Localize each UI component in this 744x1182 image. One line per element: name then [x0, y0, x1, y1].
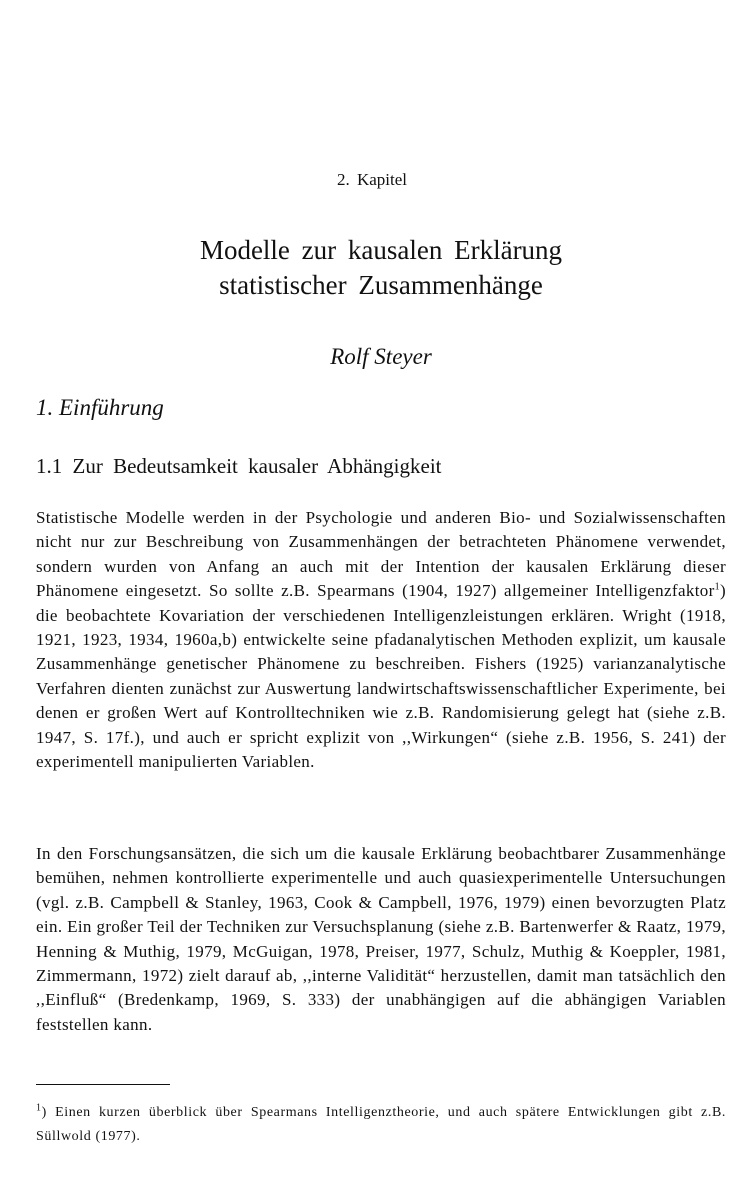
chapter-title [0, 233, 744, 303]
footnote-text: ) Einen kurzen überblick über Spearmans Intelligenztheorie, und auch spätere Entwicklungen gibt z.B. Süllwold (1977). [36, 1105, 726, 1144]
author-name: Rolf Steyer [330, 344, 432, 369]
section-heading: 1. Einführung [36, 395, 164, 420]
body-paragraph-2: In den Forschungsansätzen, die sich um die kausale Erklärung beobachtbarer Zusammenhänge bemühen, nehmen kontrollierte experimentelle und auch quasiexperimentelle Untersuchungen (vgl. z.B. Campbell & Stanley, 1963, Cook & Campbell, 1976, 1979) einen bevorzugten Platz ein. Ein großer Teil der Techniken zur Versuchsplanung (siehe z.B. Bartenwerfer & Raatz, 1979, Henning & Muthig, 1979, McGuigan, 1978, Preiser, 1977, Schulz, Muthig & Koeppler, 1981, Zimmermann, 1972) zielt darauf ab, ,,interne Validität“ herzustellen, damit man tatsächlich den ,,Einfluß“ (Bredenkamp, 1969, S. 333) der unabhängigen auf die abhängigen Variablen feststellen kann. [36, 844, 726, 1034]
paragraph-1-text-a: Statistische Modelle werden in der Psychologie und anderen Bio- und Sozialwissenschaften nicht nur zur Beschreibung von Zusammenhängen der betrachteten Phänomene verwendet, sondern wurden von Anfang an auch mit der Intention der kausalen Erklärung dieser Phänomene eingesetzt. So sollte z.B. Spearmans (1904, 1927) allgemeiner Intelligenzfaktor [36, 508, 726, 601]
chapter-label: 2. Kapitel [336, 170, 408, 189]
subsection-heading: 1.1 Zur Bedeutsamkeit kausaler Abhängigkeit [36, 454, 442, 478]
footnote-divider [36, 1084, 170, 1085]
footnote-mark: 1 [36, 1102, 42, 1114]
footnote-reference: 1 [714, 581, 720, 593]
chapter-title-line-1: Modelle zur kausalen Erklärung [199, 235, 563, 265]
body-paragraph-1 [36, 506, 726, 774]
chapter-title-line-2: statistischer Zusammenhänge [219, 270, 543, 300]
footnote [36, 1101, 726, 1149]
paragraph-1-text-b: ) die beobachtete Kovariation der verschiedenen Intelligenzleistungen erklären. Wright (1918, 1921, 1923, 1934, 1960a,b) entwickelte seine pfadanalytischen Methoden explizit, um kausale Zusammenhänge genetischer Phänomene zu beschreiben. Fishers (1925) varianzanalytische Verfahren dienten zunächst zur Auswertung landwirtschaftswissenschaftlicher Experimente, bei denen er großen Wert auf Kontrolltechniken wie z.B. Randomisierung gelegt hat (siehe z.B. 1947, S. 17f.), und auch er spricht explizit von ,,Wirkungen“ (siehe z.B. 1956, S. 241) der experimentell manipulierten Variablen. [36, 581, 726, 772]
